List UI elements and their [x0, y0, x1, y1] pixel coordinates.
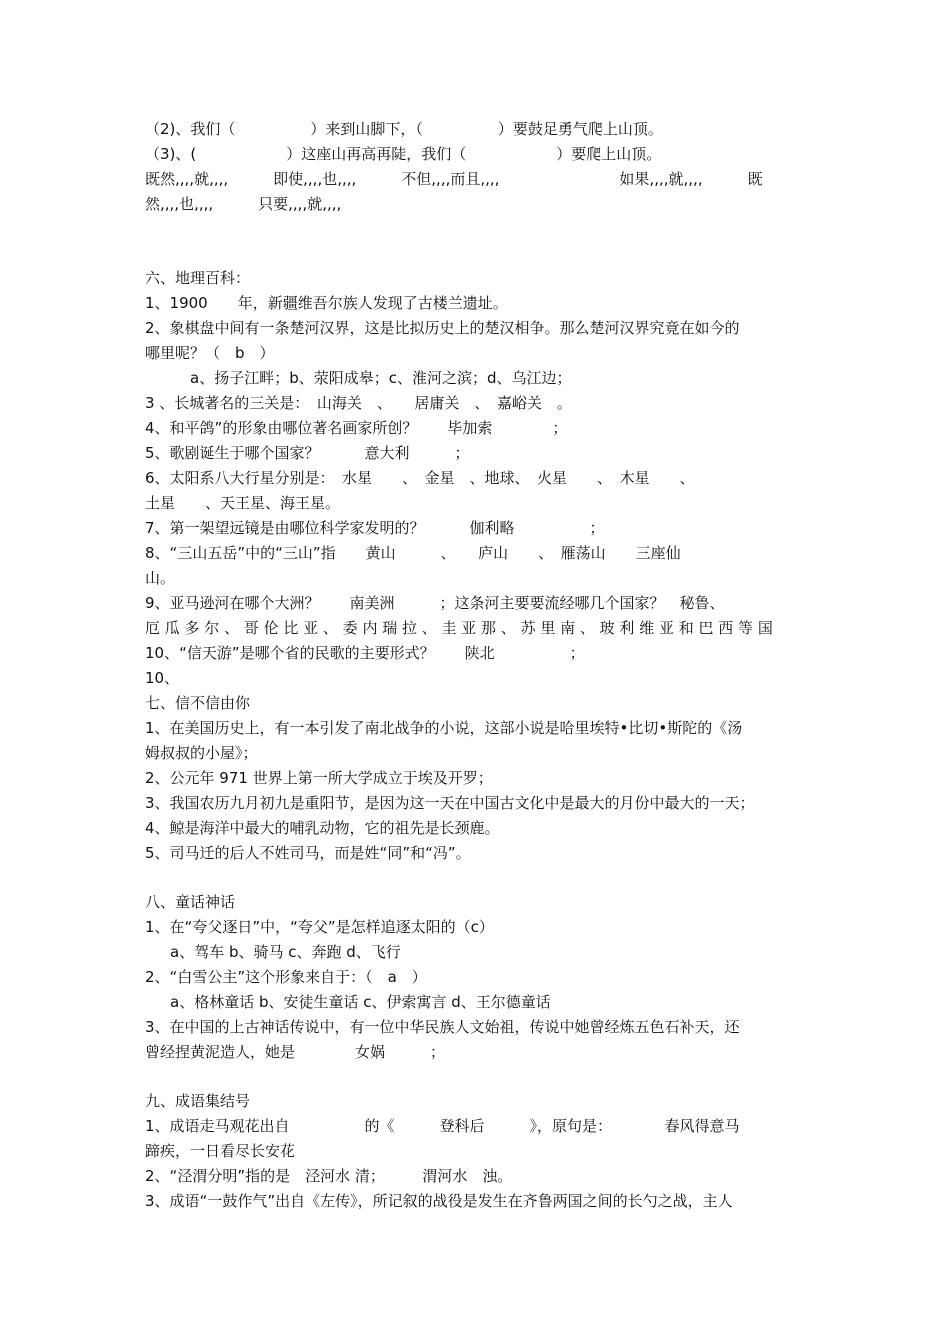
word-bank-line: 然,,,,也,,,, 只要,,,,就,,,, — [145, 195, 342, 213]
fact-line: 姆叔叔的小屋》； — [145, 744, 258, 762]
fact-line: 1、在美国历史上，有一本引发了南北战争的小说，这部小说是哈里埃特•比切•斯陀的《汤 — [145, 719, 743, 737]
question-line: 3 、长城著名的三关是： 山海关 、 居庸关 、 嘉峪关 。 — [145, 394, 572, 412]
question-line: 1、1900 年，新疆维吾尔族人发现了古楼兰遗址。 — [145, 294, 508, 312]
question-line: 6、太阳系八大行星分别是： 水星 、 金星 、地球、 火星 、 木星 、 — [145, 469, 695, 487]
section-title-geography: 六、地理百科： — [145, 269, 251, 287]
fact-line: 3、我国农历九月初九是重阳节，是因为这一天在中国古文化中是最大的月份中最大的一天； — [145, 794, 755, 812]
question-line: 哪里呢？（ b ） — [145, 344, 275, 362]
question-line: 7、第一架望远镜是由哪位科学家发明的？ 伽利略 ； — [145, 519, 605, 537]
question-line: 10、“信天游”是哪个省的民歌的主要形式？ 陕北 ； — [145, 644, 585, 662]
fact-line: 2、公元年 971 世界上第一所大学成立于埃及开罗； — [145, 769, 493, 787]
question-line: 10、 — [145, 669, 180, 687]
question-line: 山。 — [145, 569, 176, 587]
section-title-fairy-tales: 八、童话神话 — [145, 893, 236, 911]
question-line: 曾经捏黄泥造人，她是 女娲 ； — [145, 1043, 446, 1061]
question-line: 9、亚马逊河在哪个大洲？ 南美洲 ；这条河主要要流经哪几个国家？ 秘鲁、 — [145, 594, 725, 612]
question-line: 蹄疾，一日看尽长安花 — [145, 1142, 296, 1160]
question-line: 8、“三山五岳”中的“三山”指 黄山 、 庐山 、 雁荡山 三座仙 — [145, 544, 681, 562]
section-title-believe-it: 七、信不信由你 — [145, 694, 251, 712]
question-line: 2、“泾渭分明”指的是 泾河水 清； 渭河水 浊。 — [145, 1167, 513, 1185]
fact-line: 4、鲸是海洋中最大的哺乳动物，它的祖先是长颈鹿。 — [145, 819, 500, 837]
word-bank-line: 既然,,,,就,,,, 即使,,,,也,,,, 不但,,,,而且,,,, 如果,,,,就,,,, 既 — [145, 170, 763, 188]
question-line: 3、在中国的上古神话传说中，有一位中华民族人文始祖，传说中她曾经炼五色石补天，还 — [145, 1018, 740, 1036]
question-line: 3、成语“一鼓作气”出自《左传》，所记叙的战役是发生在齐鲁两国之间的长勺之战，主人 — [145, 1192, 733, 1210]
question-line: 2、象棋盘中间有一条楚河汉界，这是比拟历史上的楚汉相争。那么楚河汉界究竟在如今的 — [145, 319, 740, 337]
question-line: 1、成语走马观花出自 的《 登科后 》，原句是： 春风得意马 — [145, 1117, 740, 1135]
question-line: 土星 、天王星、海王星。 — [145, 494, 341, 512]
fact-line: 5、司马迁的后人不姓司马，而是姓“同”和“冯”。 — [145, 844, 471, 862]
section-title-idioms: 九、成语集结号 — [145, 1092, 251, 1110]
fill-blank-line: （2)、我们（ ）来到山脚下，（ ）要鼓足勇气爬上山顶。 — [145, 120, 663, 138]
fill-blank-line: （3)、( ）这座山再高再陡，我们（ ）要爬上山顶。 — [145, 145, 662, 163]
options-line: a、扬子江畔；b、荥阳成皋；c、淮河之滨；d、乌江边； — [190, 369, 572, 387]
options-line: a、驾车 b、骑马 c、奔跑 d、飞行 — [170, 943, 401, 961]
question-line: 厄 瓜 多 尔 、 哥 伦 比 亚 、 委 内 瑞 拉 、 圭 亚 那 、 苏 里 南 、 玻 利 维 亚 和 巴 西 等 国 — [145, 619, 773, 637]
question-line: 2、“白雪公主”这个形象来自于：（ a ） — [145, 968, 427, 986]
options-line: a、格林童话 b、安徒生童话 c、伊索寓言 d、王尔德童话 — [170, 993, 551, 1011]
question-line: 4、和平鸽”的形象由哪位著名画家所创？ 毕加索 ； — [145, 419, 568, 437]
question-line: 1、在“夸父逐日”中，“夸父”是怎样追逐太阳的（c） — [145, 918, 494, 936]
question-line: 5、歌剧诞生于哪个国家？ 意大利 ； — [145, 444, 470, 462]
